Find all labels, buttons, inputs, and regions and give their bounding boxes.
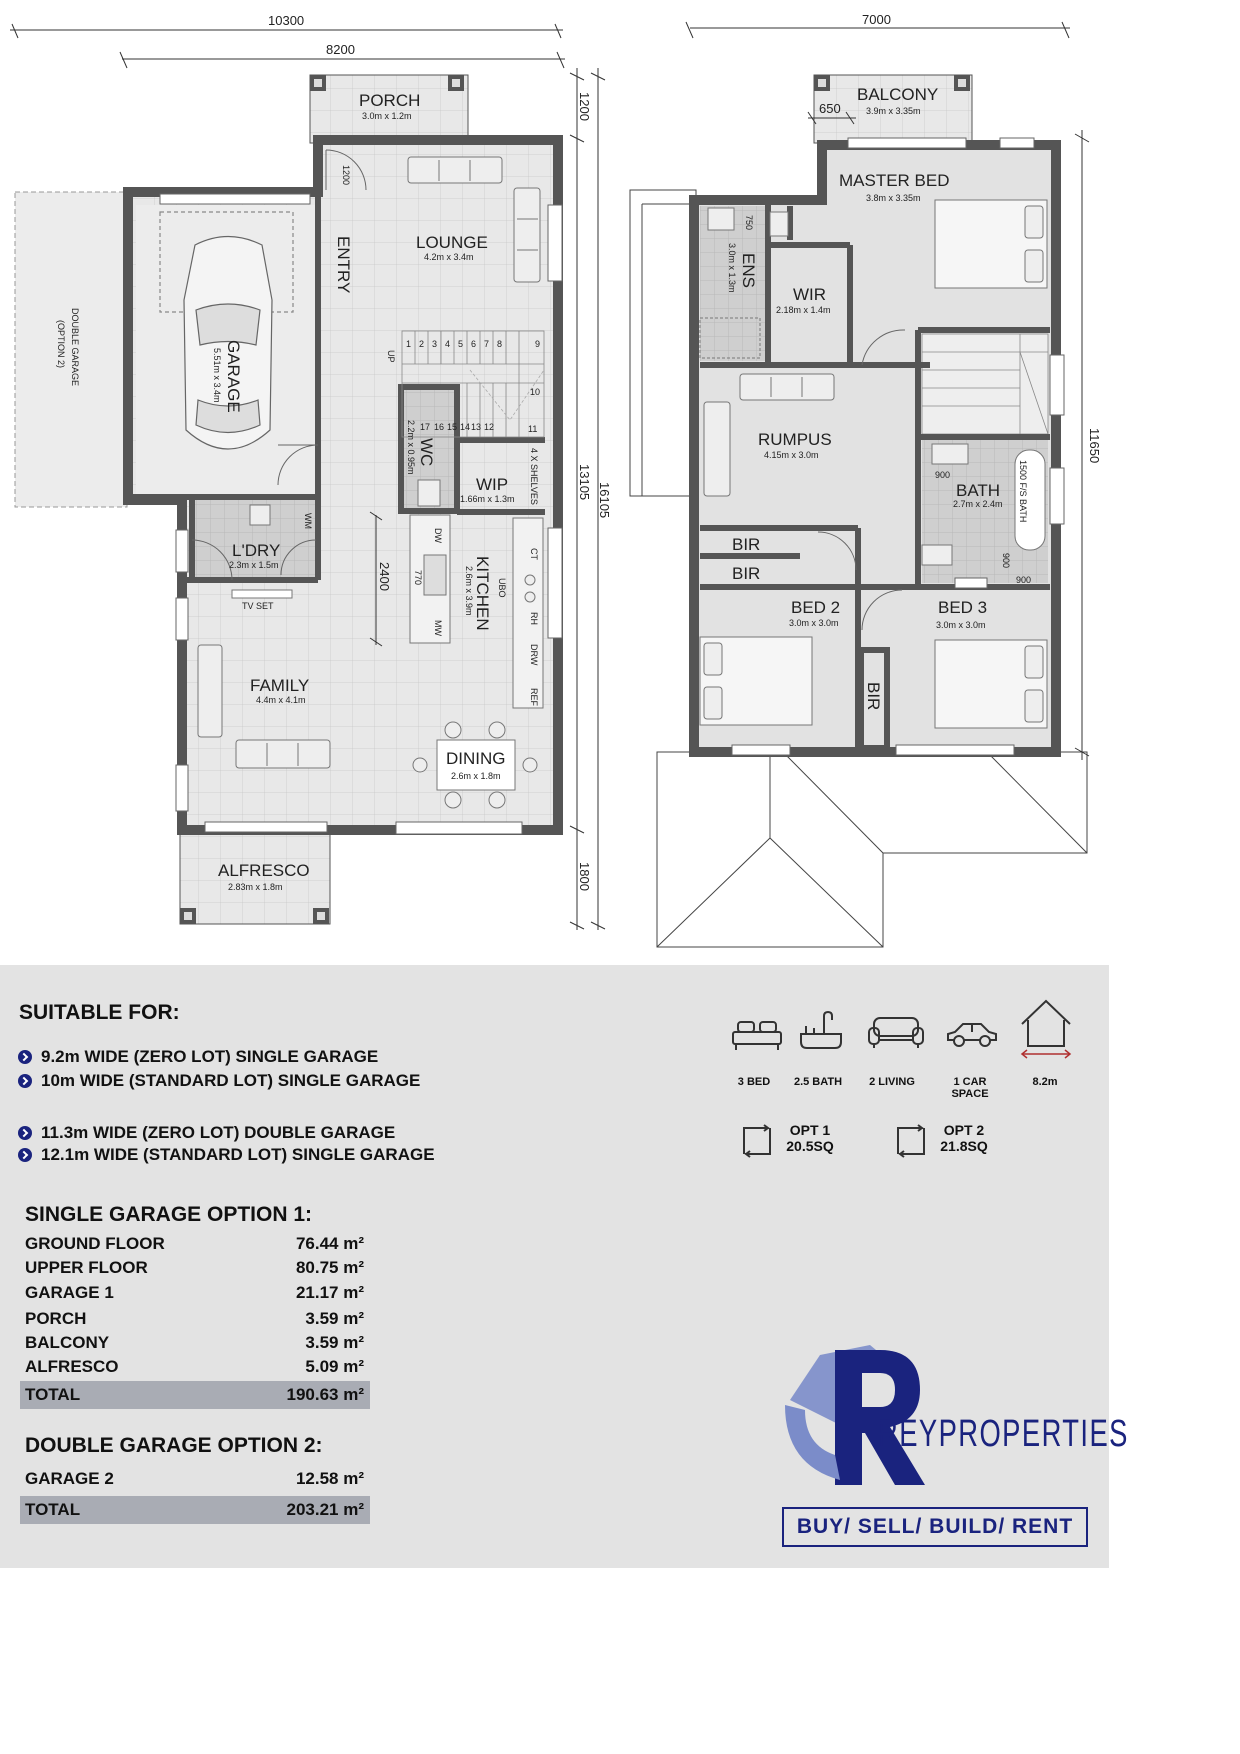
stair-number: 13 (471, 422, 482, 432)
suitable-title: SUITABLE FOR: (19, 1001, 180, 1024)
dim-overall-width: 10300 (268, 13, 305, 28)
dishwasher-label: DW (433, 528, 443, 543)
stair-number: 1 (406, 339, 412, 349)
dim-inner-width: 8200 (326, 42, 355, 57)
feature-label: 8.2m (1032, 1076, 1058, 1088)
room-note: (OPTION 2) (56, 320, 66, 369)
room-name: DOUBLE GARAGE (70, 308, 80, 387)
room-name: GARAGE (224, 340, 243, 413)
feature-label: 3 BED (737, 1076, 771, 1088)
room-name: BIR (732, 535, 761, 554)
bed-icon (730, 1014, 784, 1054)
room-name: RUMPUS (758, 430, 832, 449)
stair-number: 15 (447, 422, 458, 432)
room-size: 2.6m x 3.9m (464, 566, 474, 616)
room-size: 3.0m x 1.3m (727, 243, 737, 293)
room-name: L'DRY (232, 541, 281, 560)
room-size: 4.15m x 3.0m (764, 450, 819, 460)
room-size: 4.2m x 3.4m (424, 252, 474, 262)
room-name: BALCONY (857, 85, 939, 104)
room-size: 2.6m x 1.8m (451, 771, 501, 781)
room-size: 3.9m x 3.35m (866, 106, 921, 116)
room-name: BATH (956, 481, 1001, 500)
feature-label: 2.5 BATH (793, 1076, 843, 1088)
washing-machine-label: WM (303, 513, 313, 529)
room-name: BIR (732, 564, 761, 583)
area-row: BALCONY 3.59 m² (25, 1333, 364, 1352)
option-size: OPT 2 21.8SQ (940, 1122, 988, 1154)
room-name: LOUNGE (416, 233, 488, 252)
ground-floor-plan (10, 13, 612, 930)
dim-total-depth: 16105 (597, 482, 612, 519)
room-name: DINING (446, 749, 506, 768)
stair-number: 17 (420, 422, 431, 432)
room-name: PORCH (359, 91, 421, 110)
room-size: 3.8m x 3.35m (866, 193, 921, 203)
room-name: WC (417, 438, 436, 467)
room-name: BIR (864, 682, 883, 711)
rangehood-label: RH (529, 612, 539, 625)
room-size: 2.2m x 0.95m (406, 420, 416, 475)
area-row: GARAGE 2 12.58 m² (25, 1469, 364, 1488)
check-bullet-icon (18, 1148, 32, 1162)
room-size: 3.0m x 1.2m (362, 111, 412, 121)
room-name: MASTER BED (839, 171, 950, 190)
room-size: 1.66m x 1.3m (460, 494, 515, 504)
room-name: KITCHEN (473, 556, 492, 631)
total-row: TOTAL 203.21 m² (20, 1496, 370, 1524)
room-name: ALFRESCO (218, 861, 310, 880)
room-name: BED 2 (791, 598, 841, 617)
stair-number: 12 (484, 422, 495, 432)
tagline-box: BUY/ SELL/ BUILD/ RENT (782, 1507, 1088, 1547)
stair-number: 7 (484, 339, 490, 349)
room-size: 2.18m x 1.4m (776, 305, 831, 315)
room-size: 2.7m x 2.4m (953, 499, 1003, 509)
area-row: UPPER FLOOR 80.75 m² (25, 1258, 364, 1277)
drawers-label: DRW (529, 644, 539, 666)
total-row: TOTAL 190.63 m² (20, 1381, 370, 1409)
room-name: FAMILY (250, 676, 310, 695)
area-icon (894, 1124, 928, 1158)
area-row: PORCH 3.59 m² (25, 1309, 364, 1328)
room-name: ENTRY (334, 236, 353, 294)
stair-number: 6 (471, 339, 477, 349)
stair-number: 5 (458, 339, 464, 349)
area-row: GROUND FLOOR 76.44 m² (25, 1234, 364, 1253)
upper-floor-plan (630, 12, 1102, 947)
bath-icon (798, 1008, 844, 1054)
stair-number: 3 (432, 339, 438, 349)
dim-upper-depth: 11650 (1087, 428, 1102, 464)
dim-upper-width: 7000 (862, 12, 891, 27)
logo-wordmark: REYPROPERTIES (878, 1413, 1129, 1455)
option2-title: DOUBLE GARAGE OPTION 2: (25, 1434, 323, 1457)
lot-option: 12.1m WIDE (STANDARD LOT) SINGLE GARAGE (18, 1145, 435, 1165)
dim-main-depth: 13105 (577, 464, 592, 501)
feature-label: 2 LIVING (869, 1076, 915, 1088)
stair-number: 2 (419, 339, 425, 349)
room-size: 2.3m x 1.5m (229, 560, 279, 570)
lot-option: 10m WIDE (STANDARD LOT) SINGLE GARAGE (18, 1071, 420, 1091)
stair-number: 8 (497, 339, 503, 349)
car-icon (945, 1020, 999, 1050)
bath-dim-label: 900 (935, 470, 951, 480)
oven-label: UBO (497, 578, 507, 598)
ens-dim-label: 750 (744, 215, 754, 231)
stair-number: 11 (528, 424, 538, 434)
shelves-label: 4 X SHELVES (529, 448, 539, 505)
cooktop-label: CT (529, 548, 539, 560)
check-bullet-icon (18, 1050, 32, 1064)
bath-dim-label: 900 (1016, 575, 1032, 585)
room-name: ENS (739, 253, 758, 288)
room-name: WIR (793, 285, 827, 304)
room-name: BED 3 (938, 598, 988, 617)
room-size: 2.83m x 1.8m (228, 882, 283, 892)
floor-plan (0, 0, 1109, 965)
stair-number: 4 (445, 339, 451, 349)
sofa-icon (866, 1014, 926, 1052)
microwave-label: MW (433, 620, 443, 636)
area-icon (740, 1124, 774, 1158)
lot-option: 9.2m WIDE (ZERO LOT) SINGLE GARAGE (18, 1047, 378, 1067)
dim-alfresco-depth: 1800 (577, 862, 592, 891)
tv-label: TV SET (242, 601, 274, 611)
area-row: GARAGE 1 21.17 m² (25, 1283, 364, 1302)
check-bullet-icon (18, 1126, 32, 1140)
stair-number: 10 (530, 387, 541, 397)
stair-number: 14 (460, 422, 471, 432)
option1-title: SINGLE GARAGE OPTION 1: (25, 1203, 313, 1226)
dim-balcony-offset: 650 (819, 101, 841, 116)
freestanding-bath-label: 1500 F/S BATH (1018, 460, 1028, 523)
entry-dim-label: 1200 (341, 165, 351, 186)
stair-number: 16 (434, 422, 445, 432)
house-width-icon (1017, 998, 1075, 1060)
area-row: ALFRESCO 5.09 m² (25, 1357, 364, 1376)
room-name: WIP (476, 475, 509, 494)
room-size: 4.4m x 4.1m (256, 695, 306, 705)
room-size: 5.51m x 3.4m (212, 348, 222, 403)
stair-number: 9 (535, 339, 541, 349)
room-size: 3.0m x 3.0m (789, 618, 839, 628)
stair-up-label: UP (386, 350, 396, 363)
dim-kitchen-offset: 2400 (377, 562, 392, 591)
bath-dim-label: 900 (1001, 553, 1011, 569)
room-size: 3.0m x 3.0m (936, 620, 986, 630)
dim-porch-depth: 1200 (577, 92, 592, 121)
check-bullet-icon (18, 1074, 32, 1088)
feature-label: 1 CAR SPACE (951, 1076, 989, 1100)
lot-option: 11.3m WIDE (ZERO LOT) DOUBLE GARAGE (18, 1123, 395, 1143)
fridge-label: REF (529, 688, 539, 706)
kitchen-770-label: 770 (413, 570, 423, 586)
option-size: OPT 1 20.5SQ (786, 1122, 834, 1154)
